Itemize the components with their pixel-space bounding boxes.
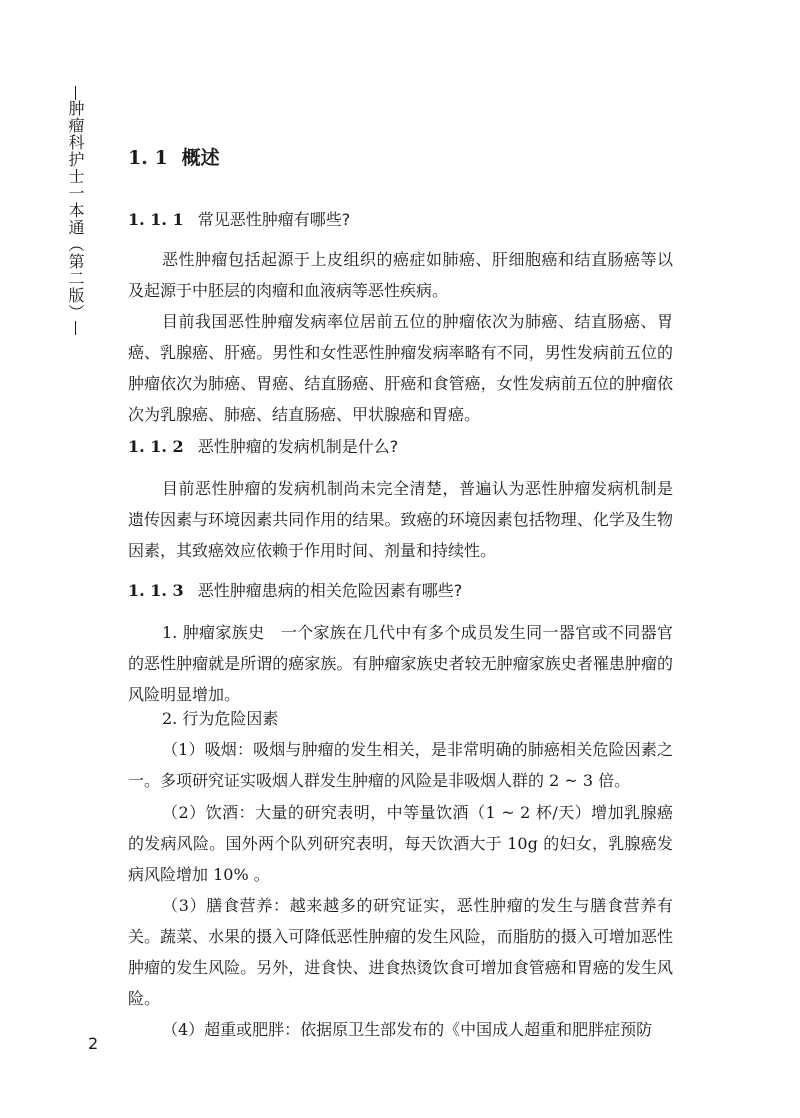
paragraph: （2）饮酒：大量的研究表明，中等量饮酒（1 ~ 2 杯/天）增加乳腺癌的发病风险。国外两个队列研究表明，每天饮酒大于 10g 的妇女，乳腺癌发病风险增加 10% 。 (128, 803, 673, 884)
paragraph: 恶性肿瘤包括起源于上皮组织的癌症如肺癌、肝细胞癌和结直肠癌等以及起源于中胚层的肉瘤和血液病等恶性疾病。 (128, 250, 673, 300)
paragraph: 目前我国恶性肿瘤发病率位居前五位的肿瘤依次为肺癌、结直肠癌、胃癌、乳腺癌、肝癌。男性和女性恶性肿瘤发病率略有不同，男性发病前五位的肿瘤依次为肺癌、胃癌、结直肠癌、肝癌和食管癌，女性发病前五位的肿瘤依次为乳腺癌、肺癌、结直肠癌、甲状腺癌和胃癌。 (128, 312, 673, 424)
paragraph: （4）超重或肥胖：依据原卫生部发布的《中国成人超重和肥胖症预防 (162, 1020, 653, 1039)
section-heading (128, 143, 220, 170)
running-title: 肿瘤科护士一本通（第二版） (66, 86, 84, 335)
question-heading-2 (128, 434, 398, 457)
section-number: 1. 1 (128, 147, 168, 169)
question-title: 恶性肿瘤患病的相关危险因素有哪些? (197, 581, 463, 600)
question-title: 常见恶性肿瘤有哪些? (197, 210, 351, 229)
paragraph: （1）吸烟：吸烟与肿瘤的发生相关，是非常明确的肺癌相关危险因素之一。多项研究证实吸烟人群发生肿瘤的风险是非吸烟人群的 2 ~ 3 倍。 (128, 740, 673, 790)
paragraph: 目前恶性肿瘤的发病机制尚未完全清楚，普遍认为恶性肿瘤发病机制是遗传因素与环境因素共同作用的结果。致癌的环境因素包括物理、化学及生物因素，其致癌效应依赖于作用时间、剂量和持续性。 (128, 479, 673, 560)
paragraph: 2. 行为危险因素 (162, 709, 279, 728)
section-title: 概述 (181, 147, 220, 169)
paragraph: 1. 肿瘤家族史 一个家族在几代中有多个成员发生同一器官或不同器官的恶性肿瘤就是所谓的癌家族。有肿瘤家族史者较无肿瘤家族史者罹患肿瘤的风险明显增加。 (128, 623, 673, 704)
question-heading-1 (128, 207, 350, 230)
page-number: 2 (88, 1034, 99, 1053)
question-number: 1. 1. 3 (128, 581, 184, 600)
question-title: 恶性肿瘤的发病机制是什么? (197, 437, 399, 456)
paragraph: （3）膳食营养：越来越多的研究证实，恶性肿瘤的发生与膳食营养有关。蔬菜、水果的摄入可降低恶性肿瘤的发生风险，而脂肪的摄入可增加恶性肿瘤的发生风险。另外，进食快、进食热烫饮食可增加食管癌和胃癌的发生风险。 (128, 896, 673, 1008)
question-number: 1. 1. 1 (128, 210, 184, 229)
question-heading-3 (128, 578, 462, 601)
question-number: 1. 1. 2 (128, 437, 184, 456)
